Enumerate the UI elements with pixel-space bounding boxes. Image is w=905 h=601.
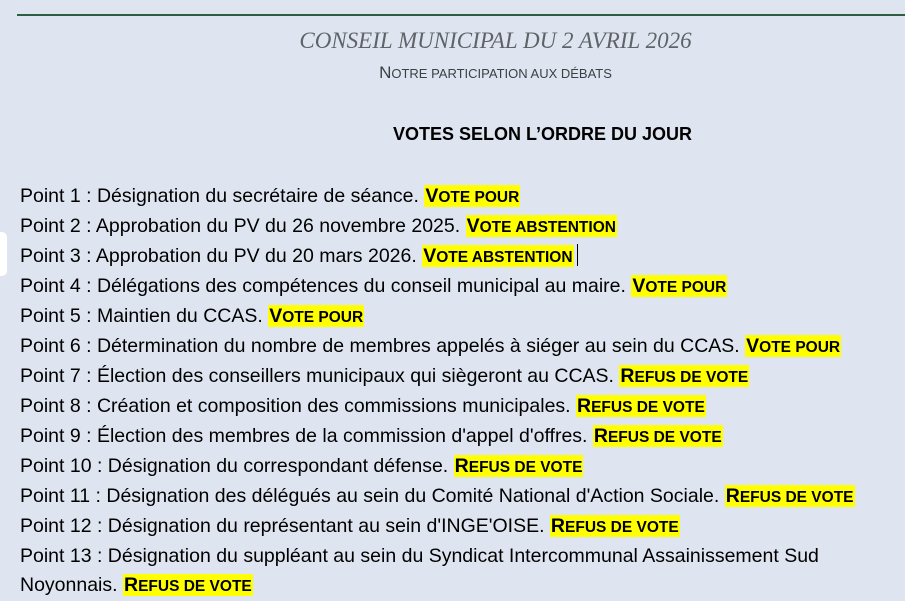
agenda-item-text: Point 13 : Désignation du suppléant au sein du Syndicat Intercommunal Assainissement Sud Noyonnais. (20, 545, 819, 596)
agenda-item-text: Point 11 : Désignation des délégués au sein du Comité National d'Action Sociale. (20, 485, 725, 507)
header-rule (17, 14, 905, 16)
agenda-item-text: Point 10 : Désignation du correspondant défense. (20, 455, 454, 477)
vote-badge: REFUS DE VOTE (454, 455, 583, 477)
section-heading: VOTES SELON L’ORDRE DU JOUR (392, 124, 693, 144)
agenda-item-7 (20, 362, 900, 392)
agenda-item-text: Point 5 : Maintien du CCAS. (20, 305, 269, 327)
agenda-item-text: Point 7 : Élection des conseillers municipaux qui siègeront au CCAS. (20, 365, 620, 387)
agenda-item-text: Point 8 : Création et composition des commissions municipales. (20, 395, 576, 417)
vote-badge: REFUS DE VOTE (620, 365, 749, 387)
vote-badge: REFUS DE VOTE (725, 485, 854, 507)
agenda-item-text: Point 9 : Élection des membres de la commission d'appel d'offres. (20, 425, 593, 447)
agenda-item-1 (20, 182, 900, 212)
agenda-item-9 (20, 422, 900, 452)
vote-badge: VOTE POUR (632, 275, 727, 297)
subtitle-initial: N (379, 63, 392, 82)
agenda-item-text: Point 12 : Désignation du représentant au sein d'INGE'OISE. (20, 515, 550, 537)
agenda-item-8 (20, 392, 900, 422)
agenda-item-2 (20, 212, 900, 242)
agenda-item-13 (20, 542, 900, 601)
document-subtitle (0, 63, 905, 83)
agenda-list (20, 182, 900, 601)
vote-badge: VOTE ABSTENTION (466, 215, 616, 237)
vote-badge: VOTE POUR (746, 335, 841, 357)
side-panel-tab[interactable] (0, 232, 7, 276)
document-title: CONSEIL MUNICIPAL DU 2 AVRIL 2026 (299, 28, 692, 53)
vote-badge: VOTE ABSTENTION (423, 245, 573, 267)
agenda-item-6 (20, 332, 900, 362)
agenda-item-4 (20, 272, 900, 302)
vote-badge: REFUS DE VOTE (123, 574, 252, 596)
text-cursor (577, 244, 578, 266)
agenda-item-5 (20, 302, 900, 332)
agenda-item-text: Point 1 : Désignation du secrétaire de séance. (20, 185, 425, 207)
agenda-item-text: Point 4 : Délégations des compétences du conseil municipal au maire. (20, 275, 632, 297)
vote-badge: REFUS DE VOTE (577, 395, 705, 417)
vote-badge: VOTE POUR (425, 185, 520, 207)
agenda-item-text: Point 6 : Détermination du nombre de membres appelés à siéger au sein du CCAS. (20, 335, 746, 357)
agenda-item-10 (20, 452, 900, 482)
agenda-item-3 (20, 242, 900, 272)
agenda-item-11 (20, 482, 900, 512)
vote-badge: REFUS DE VOTE (550, 515, 679, 537)
subtitle-rest: OTRE PARTICIPATION AUX DÉBATS (391, 66, 612, 81)
vote-badge: REFUS DE VOTE (593, 425, 722, 447)
agenda-item-12 (20, 512, 900, 542)
agenda-item-text: Point 3 : Approbation du PV du 20 mars 2026. (20, 245, 423, 267)
agenda-item-text: Point 2 : Approbation du PV du 26 novembre 2025. (20, 215, 466, 237)
vote-badge: VOTE POUR (269, 305, 364, 327)
